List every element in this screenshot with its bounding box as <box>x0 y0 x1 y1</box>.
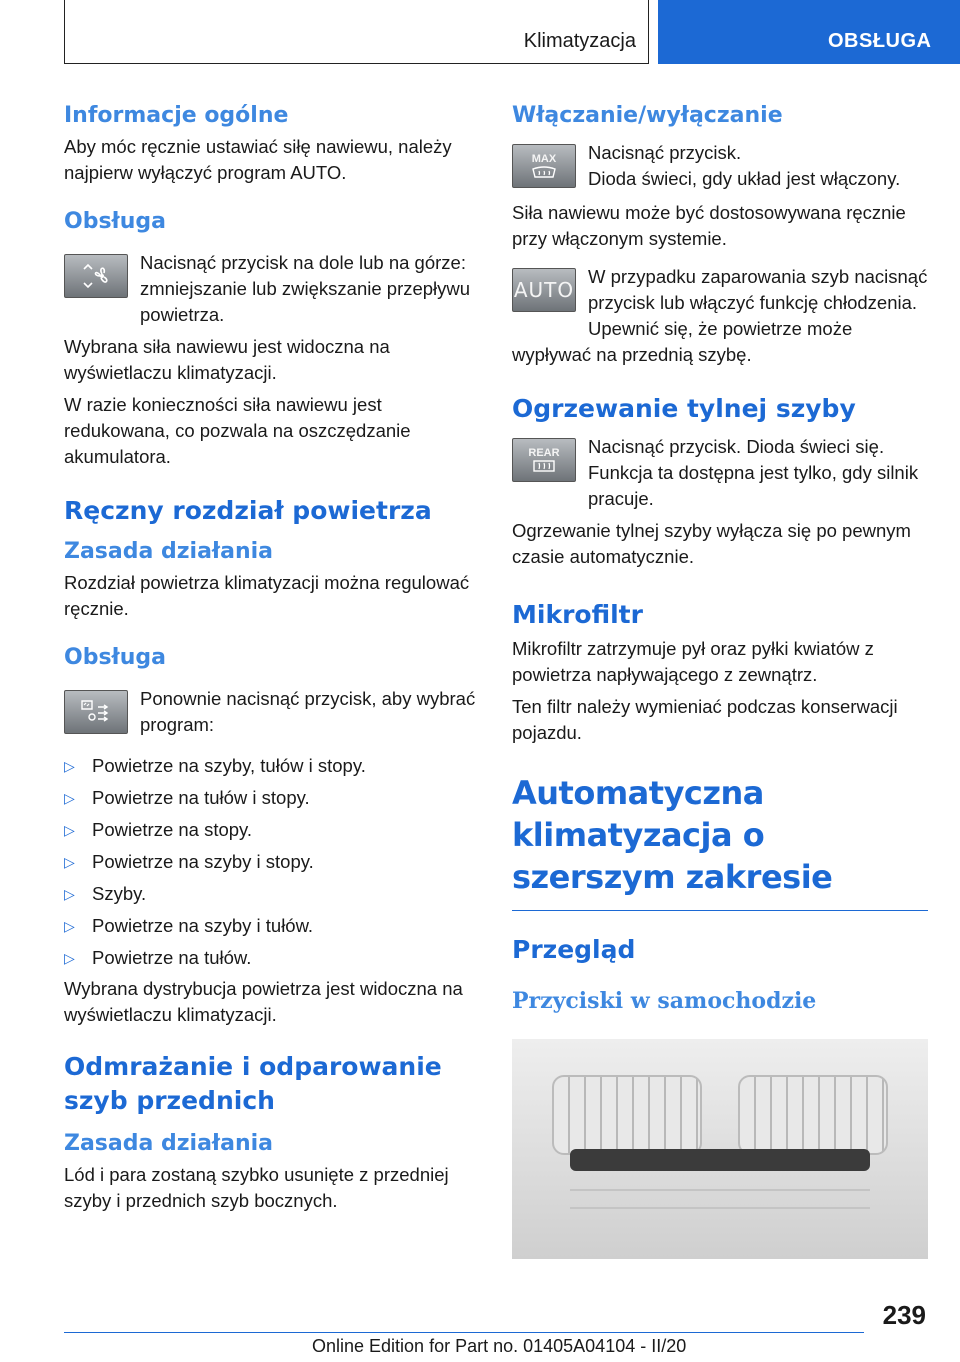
paragraph-micro-2: Ten filtr należy wymieniać podczas konserwacji pojazdu. <box>512 696 898 743</box>
heading-microfilter: Mikrofiltr <box>512 600 643 629</box>
list-item-text: Powietrze na tułów i stopy. <box>92 787 310 808</box>
paragraph-obsluga-2: Ponownie nacisnąć przycisk, aby wybrać program: <box>140 688 476 735</box>
heading-rule <box>512 910 928 911</box>
list-item <box>64 878 476 910</box>
footer-edition: Online Edition for Part no. 01405A04104 - II/20 <box>312 1336 687 1356</box>
distribution-block <box>64 686 476 740</box>
paragraph-on-off-1: Nacisnąć przycisk. <box>588 142 742 163</box>
rear-button-label: REAR <box>528 447 560 459</box>
program-list <box>64 750 476 974</box>
list-item-text: Powietrze na szyby i tułów. <box>92 915 314 936</box>
header-section-title: Klimatyzacja <box>523 30 636 52</box>
page-number: 239 <box>882 1300 926 1330</box>
rear-defrost-button-icon <box>512 438 576 482</box>
triangle-bullet-icon: ▷ <box>64 918 75 934</box>
list-item <box>64 782 476 814</box>
heading-rear-window: Ogrzewanie tylnej szyby <box>512 394 856 423</box>
heading-manual-distribution: Ręczny rozdział powietrza <box>64 496 432 525</box>
paragraph-on-off-2: Dioda świeci, gdy układ jest włączony. <box>588 168 901 189</box>
fan-block <box>64 250 476 328</box>
right-column <box>512 100 928 1259</box>
heading-info: Informacje ogólne <box>64 103 289 128</box>
list-item-text: Powietrze na szyby, tułów i stopy. <box>92 755 366 776</box>
list-item-text: Powietrze na tułów. <box>92 947 252 968</box>
paragraph-zasada-2: Lód i para zostaną szybko usunięte z przedniej szyby i przednich szyb bocznych. <box>64 1164 449 1211</box>
triangle-bullet-icon: ▷ <box>64 790 75 806</box>
triangle-bullet-icon: ▷ <box>64 822 75 838</box>
paragraph-zasada-1: Rozdział powietrza klimatyzacji można regulować ręcznie. <box>64 572 470 619</box>
left-air-vent <box>552 1075 702 1155</box>
list-item <box>64 910 476 942</box>
list-item <box>64 942 476 974</box>
list-item-text: Szyby. <box>92 883 147 904</box>
right-air-vent <box>738 1075 888 1155</box>
header-tab[interactable]: OBSŁUGA <box>658 0 960 64</box>
max-button-label: MAX <box>531 153 557 165</box>
lower-panel-slot <box>570 1189 870 1209</box>
header-box <box>64 0 649 64</box>
heading-obsluga-2: Obsługa <box>64 645 166 670</box>
climate-panel-photo <box>512 1039 928 1259</box>
heading-on-off: Włączanie/wyłączanie <box>512 103 783 128</box>
climate-control-panel <box>570 1149 870 1171</box>
list-item <box>64 750 476 782</box>
paragraph-auto: W przypadku zaparowania szyb nacisnąć przycisk lub włączyć funkcję chłodzenia. Upewnić się, że powietrze może wypływać na przednią szybę. <box>512 266 928 365</box>
triangle-bullet-icon: ▷ <box>64 758 75 774</box>
max-block <box>512 140 928 194</box>
paragraph-rear-3: Ogrzewanie tylnej szyby wyłącza się po pewnym czasie automatycznie. <box>512 520 911 567</box>
heading-overview: Przegląd <box>512 935 636 964</box>
paragraph-obsluga-1a: Nacisnąć przycisk na dole lub na górze: zmniejszanie lub zwiększanie przepływu powietrza. <box>140 252 471 325</box>
paragraph-obsluga-1b: Wybrana siła nawiewu jest widoczna na wyświetlaczu klimatyzacji. <box>64 336 390 383</box>
heading-defrost: Odmrażanie i odparowanie szyb przednich <box>64 1052 442 1115</box>
heading-buttons-in-car: Przyciski w samochodzie <box>512 988 817 1014</box>
paragraph-rear-2: Funkcja ta dostępna jest tylko, gdy silnik pracuje. <box>588 462 919 509</box>
list-item-text: Powietrze na szyby i stopy. <box>92 851 314 872</box>
footer-rule <box>64 1332 864 1333</box>
paragraph-obsluga-1c: W razie konieczności siła nawiewu jest redukowana, co pozwala na oszczędzanie akumulatora. <box>64 394 411 467</box>
heading-extended-climate: Automatyczna klimatyzacja o szerszym zakresie <box>512 774 833 896</box>
fan-button-icon <box>64 254 128 298</box>
paragraph-on-off-3: Siła nawiewu może być dostosowywana ręcznie przy włączonym systemie. <box>512 202 906 249</box>
left-column <box>64 100 476 1214</box>
list-item-text: Powietrze na stopy. <box>92 819 253 840</box>
heading-obsluga-1: Obsługa <box>64 209 166 234</box>
heading-zasada-2: Zasada działania <box>64 1131 273 1156</box>
air-distribution-button-icon <box>64 690 128 734</box>
triangle-bullet-icon: ▷ <box>64 886 75 902</box>
heading-zasada-1: Zasada działania <box>64 539 273 564</box>
list-item <box>64 814 476 846</box>
paragraph-info: Aby móc ręcznie ustawiać siłę nawiewu, należy najpierw wyłączyć program AUTO. <box>64 136 452 183</box>
triangle-bullet-icon: ▷ <box>64 950 75 966</box>
auto-button-icon: AUTO <box>512 268 576 312</box>
rear-block <box>512 434 928 512</box>
paragraph-rear-1: Nacisnąć przycisk. Dioda świeci się. <box>588 436 885 457</box>
list-item <box>64 846 476 878</box>
auto-block <box>512 264 928 368</box>
paragraph-micro-1: Mikrofiltr zatrzymuje pył oraz pyłki kwiatów z powietrza napływającego z zewnątrz. <box>512 638 874 685</box>
max-defrost-button-icon <box>512 144 576 188</box>
paragraph-distribution-display: Wybrana dystrybucja powietrza jest widoczna na wyświetlaczu klimatyzacji. <box>64 978 463 1025</box>
triangle-bullet-icon: ▷ <box>64 854 75 870</box>
